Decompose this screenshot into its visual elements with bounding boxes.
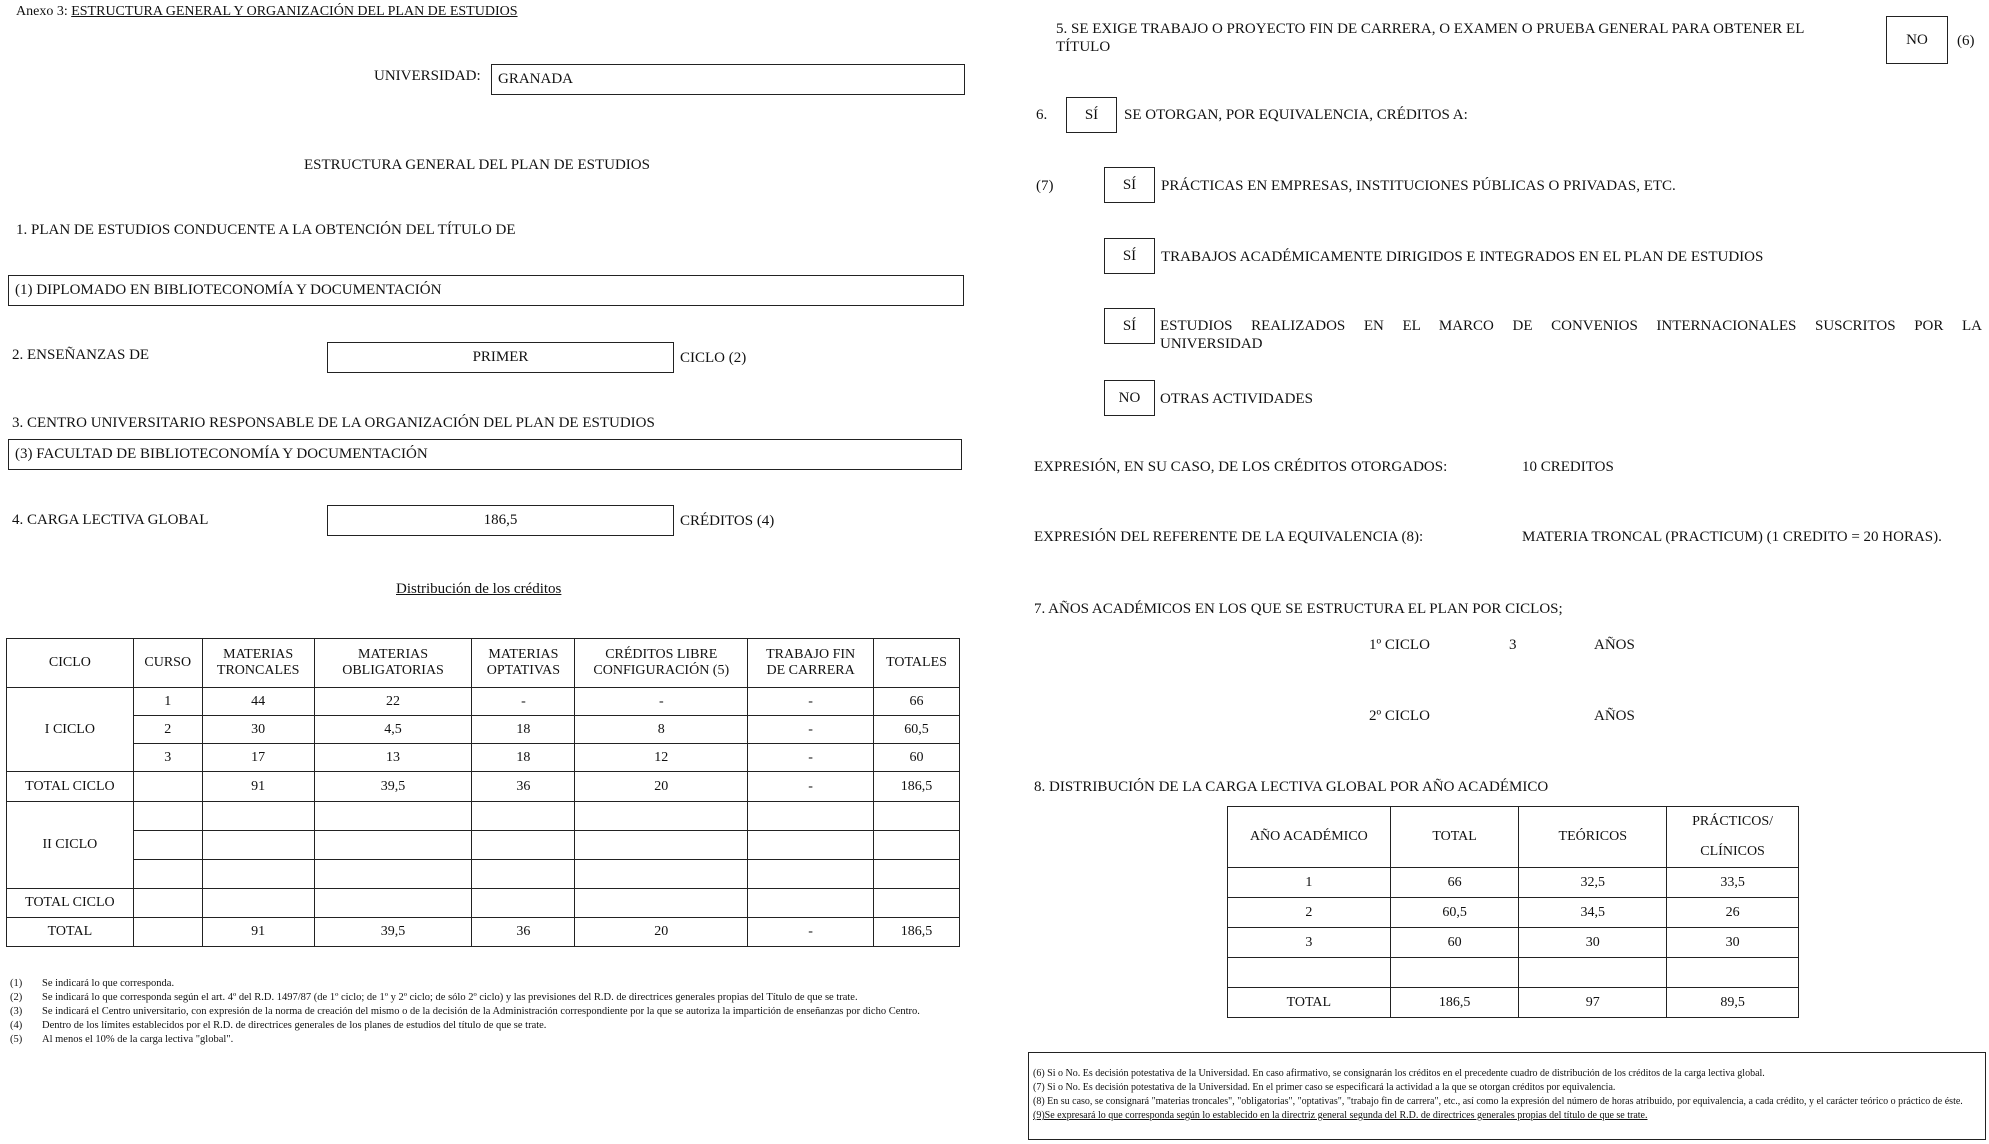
table-row <box>1228 898 1799 928</box>
table-cell: 32,5 <box>1519 868 1667 898</box>
item-4-field <box>1104 380 1155 416</box>
equivalence-label: EXPRESIÓN DEL REFERENTE DE LA EQUIVALENCIA (8): <box>1034 529 1424 545</box>
footnote: (1) Se indicará lo que corresponda. <box>10 978 175 989</box>
table-cell: 3 <box>1228 928 1391 958</box>
total-row <box>1228 988 1799 1018</box>
table-cell: 186,5 <box>874 918 960 947</box>
section-5-line-1: 5. SE EXIGE TRABAJO O PROYECTO FIN DE CARRERA, O EXAMEN O PRUEBA GENERAL PARA OBTENER EL <box>1056 21 1805 37</box>
distribution-heading: Distribución de los créditos <box>396 581 562 597</box>
footnote: (8) En su caso, se consignará "materias troncales", "obligatorias", "optativas", "trabajo fin de carrera", etc., así como la expresión del número de horas atribuido, por equivalencia, a cada crédito, y el carácter teórico o práctico de éste. <box>1033 1096 1963 1107</box>
header-trabajo: TRABAJO FIN DE CARRERA <box>748 639 874 688</box>
item-3-text <box>1160 317 1982 353</box>
header-curso: CURSO <box>133 639 202 688</box>
table-cell: - <box>748 918 874 947</box>
item-1-text: PRÁCTICAS EN EMPRESAS, INSTITUCIONES PÚBLICAS O PRIVADAS, ETC. <box>1161 178 1676 194</box>
footnote: (7) Si o No. Es decisión potestativa de la Universidad. En el primer caso se especificará la actividad a la que se otorgan créditos por equivalencia. <box>1033 1082 1616 1093</box>
table-cell: 2 <box>133 716 202 744</box>
university-field <box>491 64 965 95</box>
table-cell: 2 <box>1228 898 1391 928</box>
table-cell: 97 <box>1519 988 1667 1018</box>
table-cell: 8 <box>575 716 748 744</box>
item-3-line-1: ESTUDIOS REALIZADOS EN EL MARCO DE CONVENIOS INTERNACIONALES SUSCRITOS POR LA <box>1160 318 1982 334</box>
table-row <box>1228 868 1799 898</box>
table-cell: 26 <box>1667 898 1799 928</box>
credits-distribution-table <box>6 638 960 947</box>
equivalence-value: MATERIA TRONCAL (PRACTICUM) (1 CREDITO = 20 HORAS). <box>1522 529 1942 545</box>
total-label: TOTAL <box>1228 988 1391 1018</box>
table-cell: - <box>575 688 748 716</box>
table-cell <box>133 918 202 947</box>
table-cell: 4,5 <box>314 716 472 744</box>
table-row <box>7 860 960 889</box>
item-4-value: NO <box>1118 389 1141 406</box>
section-7-label: 7. AÑOS ACADÉMICOS EN LOS QUE SE ESTRUCTURA EL PLAN POR CICLOS; <box>1034 601 1563 617</box>
table-cell <box>133 772 202 802</box>
credits-field <box>327 505 674 536</box>
table-cell: 18 <box>472 744 575 772</box>
left-footnotes <box>10 977 960 1047</box>
table-cell: 3 <box>133 744 202 772</box>
total-ciclo-2-row <box>7 889 960 918</box>
table-cell: - <box>472 688 575 716</box>
annex-title-line <box>16 4 518 20</box>
credits-value: 186,5 <box>483 512 518 528</box>
item-1-value: SÍ <box>1122 176 1137 193</box>
cycle-1-label: 1º CICLO <box>1369 637 1430 653</box>
cycle-1-value: 3 <box>1509 637 1517 653</box>
table-row <box>1228 958 1799 988</box>
cycle-value: PRIMER <box>472 349 529 365</box>
table-cell: 66 <box>874 688 960 716</box>
table-cell: 36 <box>472 772 575 802</box>
table-cell: 60,5 <box>874 716 960 744</box>
cycle-suffix: CICLO (2) <box>680 350 747 366</box>
section-5-field <box>1886 16 1948 64</box>
header-totales: TOTALES <box>874 639 960 688</box>
item-3-field <box>1104 308 1155 344</box>
table-cell: 34,5 <box>1519 898 1667 928</box>
right-footnotes <box>1028 1052 1986 1140</box>
granted-credits-value: 10 CREDITOS <box>1522 459 1614 475</box>
cycle-2-unit: AÑOS <box>1594 708 1635 724</box>
table-cell: 17 <box>202 744 314 772</box>
item-3-value: SÍ <box>1122 317 1137 334</box>
section-6-field <box>1066 97 1117 133</box>
university-value: GRANADA <box>498 71 573 87</box>
table-cell: 60 <box>1390 928 1519 958</box>
faculty-value: (3) FACULTAD DE BIBLIOTECONOMÍA Y DOCUMENTACIÓN <box>15 446 428 462</box>
item-3-line-2: UNIVERSIDAD <box>1160 336 1263 352</box>
table-cell: 89,5 <box>1667 988 1799 1018</box>
table-cell: 13 <box>314 744 472 772</box>
table-cell: 60,5 <box>1390 898 1519 928</box>
section-5-value: NO <box>1906 31 1928 48</box>
total-ciclo-label: TOTAL CICLO <box>7 772 134 802</box>
table-header-row <box>7 639 960 688</box>
header-total: TOTAL <box>1390 807 1519 868</box>
cycle-1-unit: AÑOS <box>1594 637 1635 653</box>
footnote: (4) Dentro de los límites establecidos por el R.D. de directrices generales de los planes de estudios del título de que se trate. <box>10 1020 547 1031</box>
granted-credits-label: EXPRESIÓN, EN SU CASO, DE LOS CRÉDITOS OTORGADOS: <box>1034 459 1448 475</box>
ciclo-1-label: I CICLO <box>7 688 134 772</box>
cycle-2-label: 2º CICLO <box>1369 708 1430 724</box>
table-cell: 91 <box>202 918 314 947</box>
table-cell: 30 <box>1667 928 1799 958</box>
university-label: UNIVERSIDAD: <box>374 68 481 84</box>
annex-title: ESTRUCTURA GENERAL Y ORGANIZACIÓN DEL PLAN DE ESTUDIOS <box>71 4 518 19</box>
table-cell: 30 <box>202 716 314 744</box>
cycle-field <box>327 342 674 373</box>
ciclo-2-label: II CICLO <box>7 802 134 889</box>
section-6-value: SÍ <box>1084 106 1099 123</box>
annex-prefix: Anexo 3: <box>16 4 68 19</box>
table-cell: 12 <box>575 744 748 772</box>
table-cell: 1 <box>1228 868 1391 898</box>
table-cell: 1 <box>133 688 202 716</box>
header-troncales: MATERIAS TRONCALES <box>202 639 314 688</box>
section-5-note: (6) <box>1957 33 1975 49</box>
table-cell: 20 <box>575 918 748 947</box>
item-2-value: SÍ <box>1122 247 1137 264</box>
table-cell: - <box>748 716 874 744</box>
table-row <box>7 688 960 716</box>
section-7-note: (7) <box>1036 178 1054 194</box>
table-row <box>7 831 960 860</box>
table-row <box>7 716 960 744</box>
faculty-field <box>8 439 962 470</box>
section-1-label: 1. PLAN DE ESTUDIOS CONDUCENTE A LA OBTENCIÓN DEL TÍTULO DE <box>16 222 516 238</box>
table-row <box>7 744 960 772</box>
table-header-row <box>1228 807 1799 868</box>
footnote: (2) Se indicará lo que corresponda según el art. 4º del R.D. 1497/87 (de 1º ciclo; de 1º y 2º ciclo; de sólo 2º ciclo) y las previsiones del R.D. de directrices generales propias del Título de que se trate. <box>10 992 858 1003</box>
structure-heading: ESTRUCTURA GENERAL DEL PLAN DE ESTUDIOS <box>304 157 650 173</box>
header-ciclo: CICLO <box>7 639 134 688</box>
footnote: (9)Se expresará lo que corresponda según lo establecido en la directriz general segunda del R.D. de directrices generales propias del título de que se trate. <box>1033 1110 1648 1121</box>
table-cell: 66 <box>1390 868 1519 898</box>
table-cell: 91 <box>202 772 314 802</box>
section-3-label: 3. CENTRO UNIVERSITARIO RESPONSABLE DE LA ORGANIZACIÓN DEL PLAN DE ESTUDIOS <box>12 415 655 431</box>
annual-load-table <box>1227 806 1799 1018</box>
table-row <box>7 802 960 831</box>
table-cell: 186,5 <box>1390 988 1519 1018</box>
table-cell: 30 <box>1519 928 1667 958</box>
header-anio: AÑO ACADÉMICO <box>1228 807 1391 868</box>
table-cell: 22 <box>314 688 472 716</box>
section-4-label: 4. CARGA LECTIVA GLOBAL <box>12 512 209 528</box>
footnote: (6) Si o No. Es decisión potestativa de la Universidad. En caso afirmativo, se consignarán los créditos en el precedente cuadro de distribución de los créditos de la carga lectiva global. <box>1033 1068 1765 1079</box>
section-8-label: 8. DISTRIBUCIÓN DE LA CARGA LECTIVA GLOBAL POR AÑO ACADÉMICO <box>1034 779 1549 795</box>
degree-title-value: (1) DIPLOMADO EN BIBLIOTECONOMÍA Y DOCUMENTACIÓN <box>15 282 442 298</box>
header-teoricos: TEÓRICOS <box>1519 807 1667 868</box>
header-obligatorias: MATERIAS OBLIGATORIAS <box>314 639 472 688</box>
table-cell: - <box>748 688 874 716</box>
credits-suffix: CRÉDITOS (4) <box>680 513 775 529</box>
table-cell: 60 <box>874 744 960 772</box>
table-cell: 36 <box>472 918 575 947</box>
degree-title-field <box>8 275 964 306</box>
table-cell: 20 <box>575 772 748 802</box>
section-5-text <box>1056 20 1880 56</box>
section-6-number: 6. <box>1036 107 1048 123</box>
table-cell: 39,5 <box>314 918 472 947</box>
table-cell: - <box>748 772 874 802</box>
header-practicos: PRÁCTICOS/ CLÍNICOS <box>1667 807 1799 868</box>
header-libre: CRÉDITOS LIBRE CONFIGURACIÓN (5) <box>575 639 748 688</box>
table-cell: 186,5 <box>874 772 960 802</box>
footnote: (3) Se indicará el Centro universitario, con expresión de la norma de creación del mismo o de la decisión de la Administración correspondiente por la que se autoriza la impartición de enseñanzas por dicho Centro. <box>10 1006 920 1017</box>
item-4-text: OTRAS ACTIVIDADES <box>1160 391 1313 407</box>
table-cell: - <box>748 744 874 772</box>
item-2-field <box>1104 238 1155 274</box>
item-2-text: TRABAJOS ACADÉMICAMENTE DIRIGIDOS E INTEGRADOS EN EL PLAN DE ESTUDIOS <box>1161 249 1764 265</box>
table-cell: 18 <box>472 716 575 744</box>
table-cell: 39,5 <box>314 772 472 802</box>
section-5-line-2: TÍTULO <box>1056 39 1111 55</box>
total-row <box>7 918 960 947</box>
section-2-label: 2. ENSEÑANZAS DE <box>12 347 150 363</box>
item-1-field <box>1104 167 1155 203</box>
footnote: (5) Al menos el 10% de la carga lectiva "global". <box>10 1034 234 1045</box>
section-6-text: SE OTORGAN, POR EQUIVALENCIA, CRÉDITOS A: <box>1124 107 1468 123</box>
header-optativas: MATERIAS OPTATIVAS <box>472 639 575 688</box>
table-cell: 33,5 <box>1667 868 1799 898</box>
total-ciclo-label: TOTAL CICLO <box>7 889 134 918</box>
total-ciclo-1-row <box>7 772 960 802</box>
total-label: TOTAL <box>7 918 134 947</box>
table-cell: 44 <box>202 688 314 716</box>
table-row <box>1228 928 1799 958</box>
